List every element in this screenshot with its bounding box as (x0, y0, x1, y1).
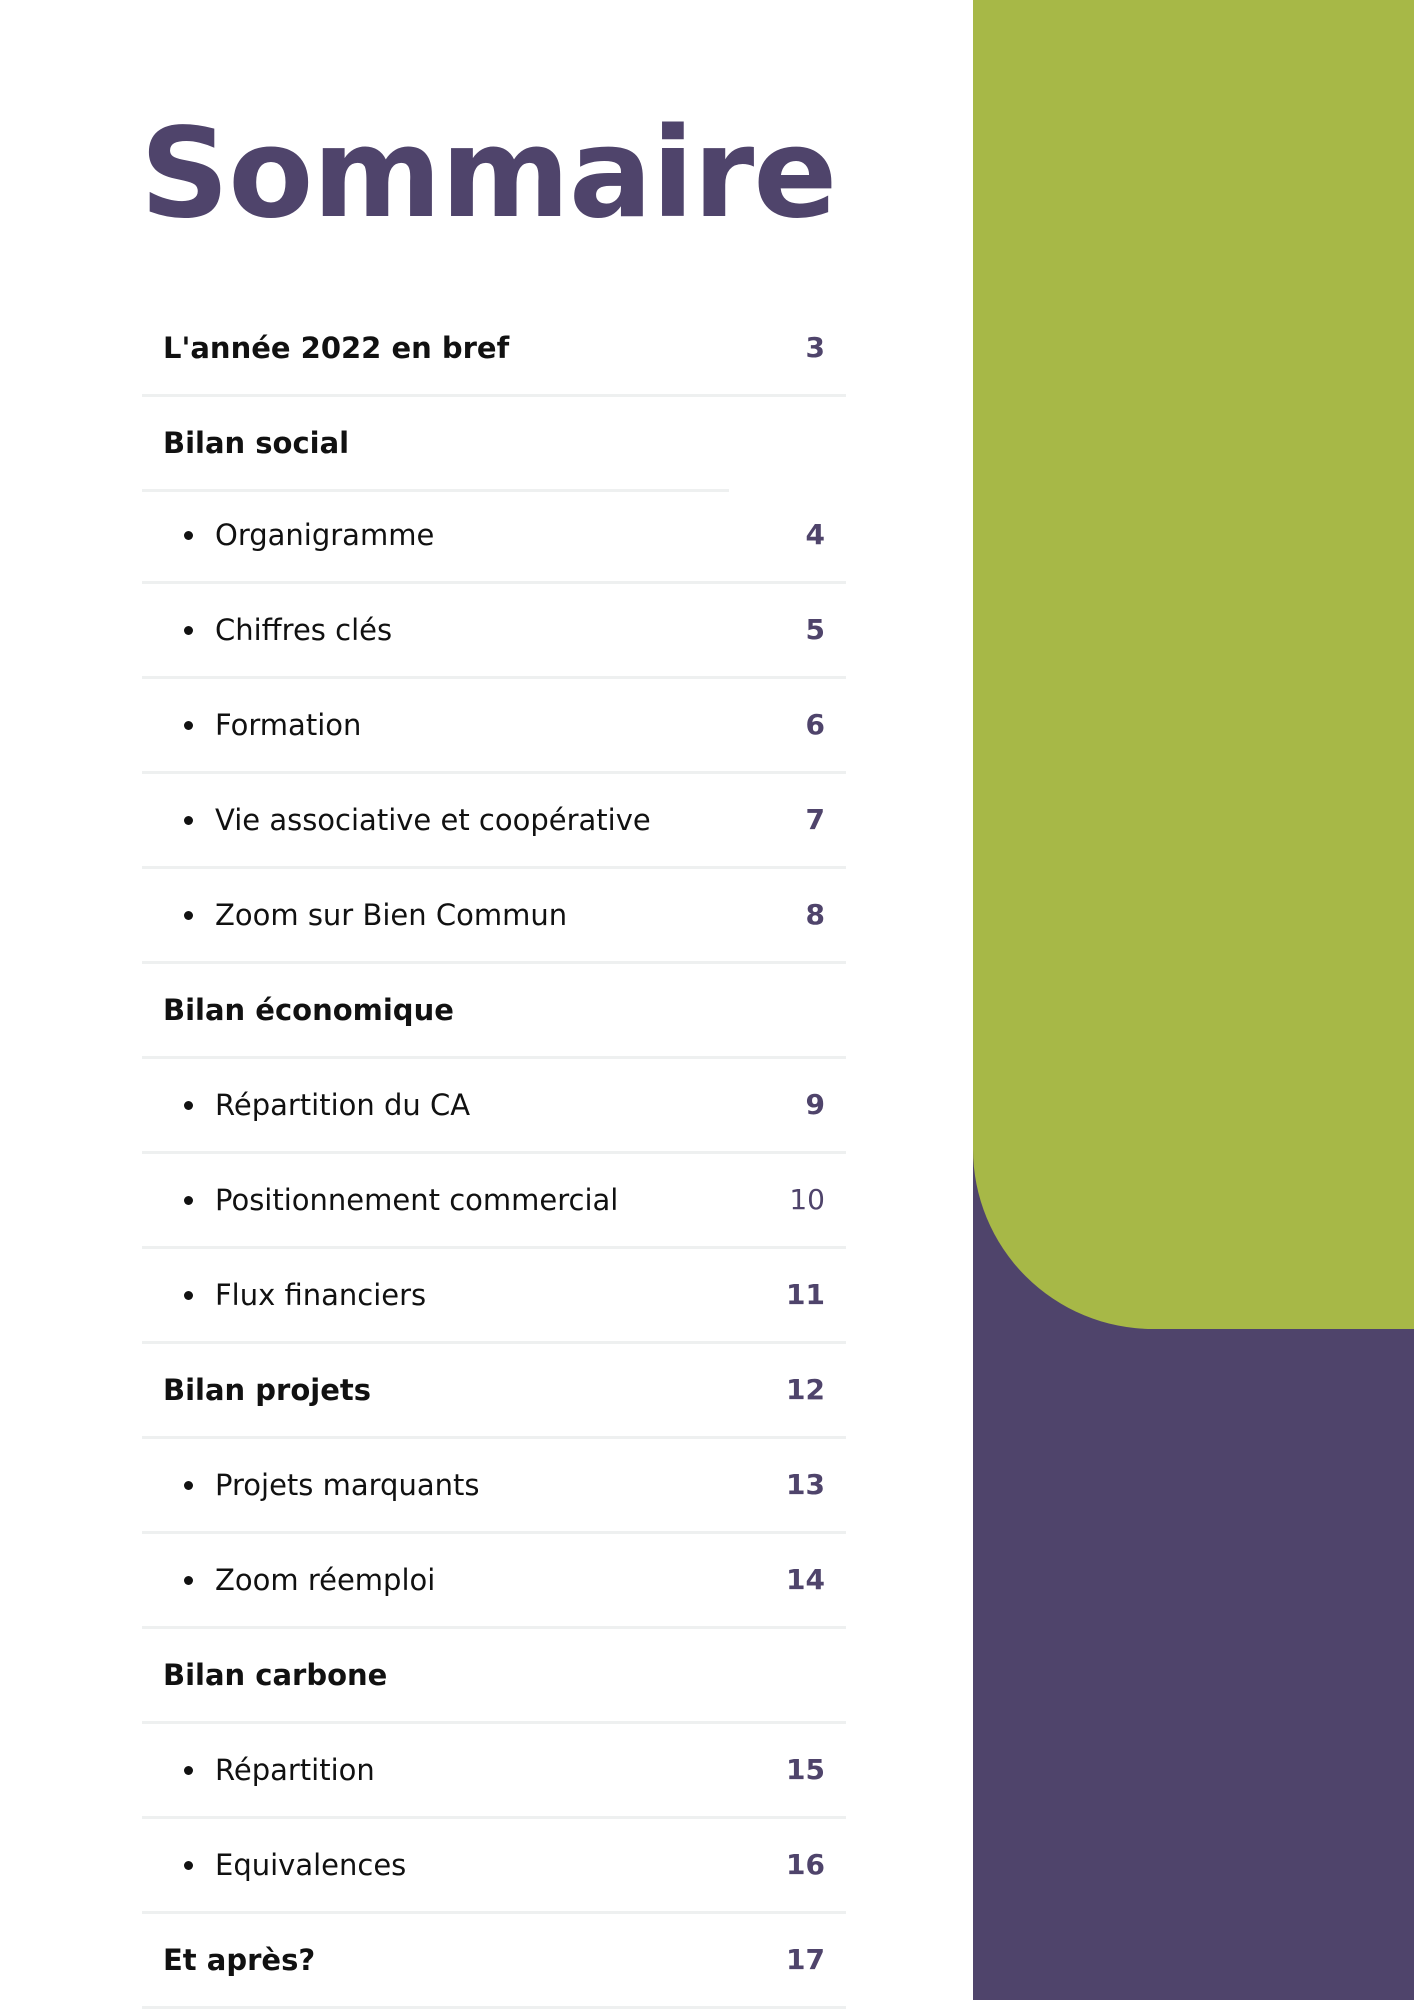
bullet-icon (184, 1481, 193, 1490)
toc-label: Projets marquants (215, 1468, 480, 1502)
toc-row[interactable] (142, 1629, 846, 1724)
toc-page-number: 14 (786, 1563, 825, 1596)
toc-row[interactable] (142, 964, 846, 1059)
toc-row[interactable] (142, 1914, 846, 2009)
toc-row[interactable] (142, 1344, 846, 1439)
toc-page-number: 10 (789, 1183, 825, 1216)
toc-page-number: 17 (786, 1943, 825, 1976)
toc-row[interactable] (142, 1724, 846, 1819)
toc-row[interactable] (142, 679, 846, 774)
toc-label: Formation (215, 708, 362, 742)
toc-row[interactable] (142, 869, 846, 964)
toc-label: Zoom réemploi (215, 1563, 436, 1597)
toc-row[interactable] (142, 397, 846, 489)
toc-page-number: 4 (805, 518, 825, 551)
toc-label: Organigramme (215, 518, 435, 552)
toc-row[interactable] (142, 1154, 846, 1249)
toc-page-number: 8 (805, 898, 825, 931)
bullet-icon (184, 721, 193, 730)
toc-row[interactable] (142, 489, 846, 584)
toc-label: Flux financiers (215, 1278, 427, 1312)
green-decorative-block (973, 0, 1414, 1329)
toc-row[interactable] (142, 302, 846, 397)
toc-label: Et après? (163, 1943, 316, 1977)
toc-page-number: 13 (786, 1468, 825, 1501)
toc-row[interactable] (142, 1249, 846, 1344)
toc-label: L'année 2022 en bref (163, 331, 510, 365)
toc-label: Bilan économique (163, 993, 454, 1027)
bullet-icon (184, 1861, 193, 1870)
bullet-icon (184, 626, 193, 635)
bullet-icon (184, 1196, 193, 1205)
toc-page-number: 5 (805, 613, 825, 646)
bullet-icon (184, 531, 193, 540)
toc-row[interactable] (142, 774, 846, 869)
toc-label: Chiffres clés (215, 613, 393, 647)
toc-row[interactable] (142, 1439, 846, 1534)
toc-label: Répartition du CA (215, 1088, 471, 1122)
toc-page-number: 9 (805, 1088, 825, 1121)
toc-label: Equivalences (215, 1848, 407, 1882)
toc-label: Bilan projets (163, 1373, 372, 1407)
bullet-icon (184, 1101, 193, 1110)
bullet-icon (184, 816, 193, 825)
toc-label: Répartition (215, 1753, 375, 1787)
toc-row[interactable] (142, 1534, 846, 1629)
bullet-icon (184, 1576, 193, 1585)
toc-label: Vie associative et coopérative (215, 803, 651, 837)
bullet-icon (184, 1291, 193, 1300)
toc-page-number: 7 (805, 803, 825, 836)
toc-page-number: 3 (805, 331, 825, 364)
toc-page-number: 15 (786, 1753, 825, 1786)
toc-row[interactable] (142, 1819, 846, 1914)
bullet-icon (184, 1766, 193, 1775)
bullet-icon (184, 911, 193, 920)
toc-page-number: 11 (786, 1278, 825, 1311)
toc-page-number: 16 (786, 1848, 825, 1881)
toc-row[interactable] (142, 584, 846, 679)
toc-label: Bilan social (163, 426, 350, 460)
toc-label: Bilan carbone (163, 1658, 388, 1692)
toc-page-number: 12 (786, 1373, 825, 1406)
toc-label: Zoom sur Bien Commun (215, 898, 568, 932)
table-of-contents (142, 302, 846, 2009)
toc-label: Positionnement commercial (215, 1183, 619, 1217)
toc-row[interactable] (142, 1059, 846, 1154)
toc-page-number: 6 (805, 708, 825, 741)
page-title: Sommaire (140, 102, 837, 246)
